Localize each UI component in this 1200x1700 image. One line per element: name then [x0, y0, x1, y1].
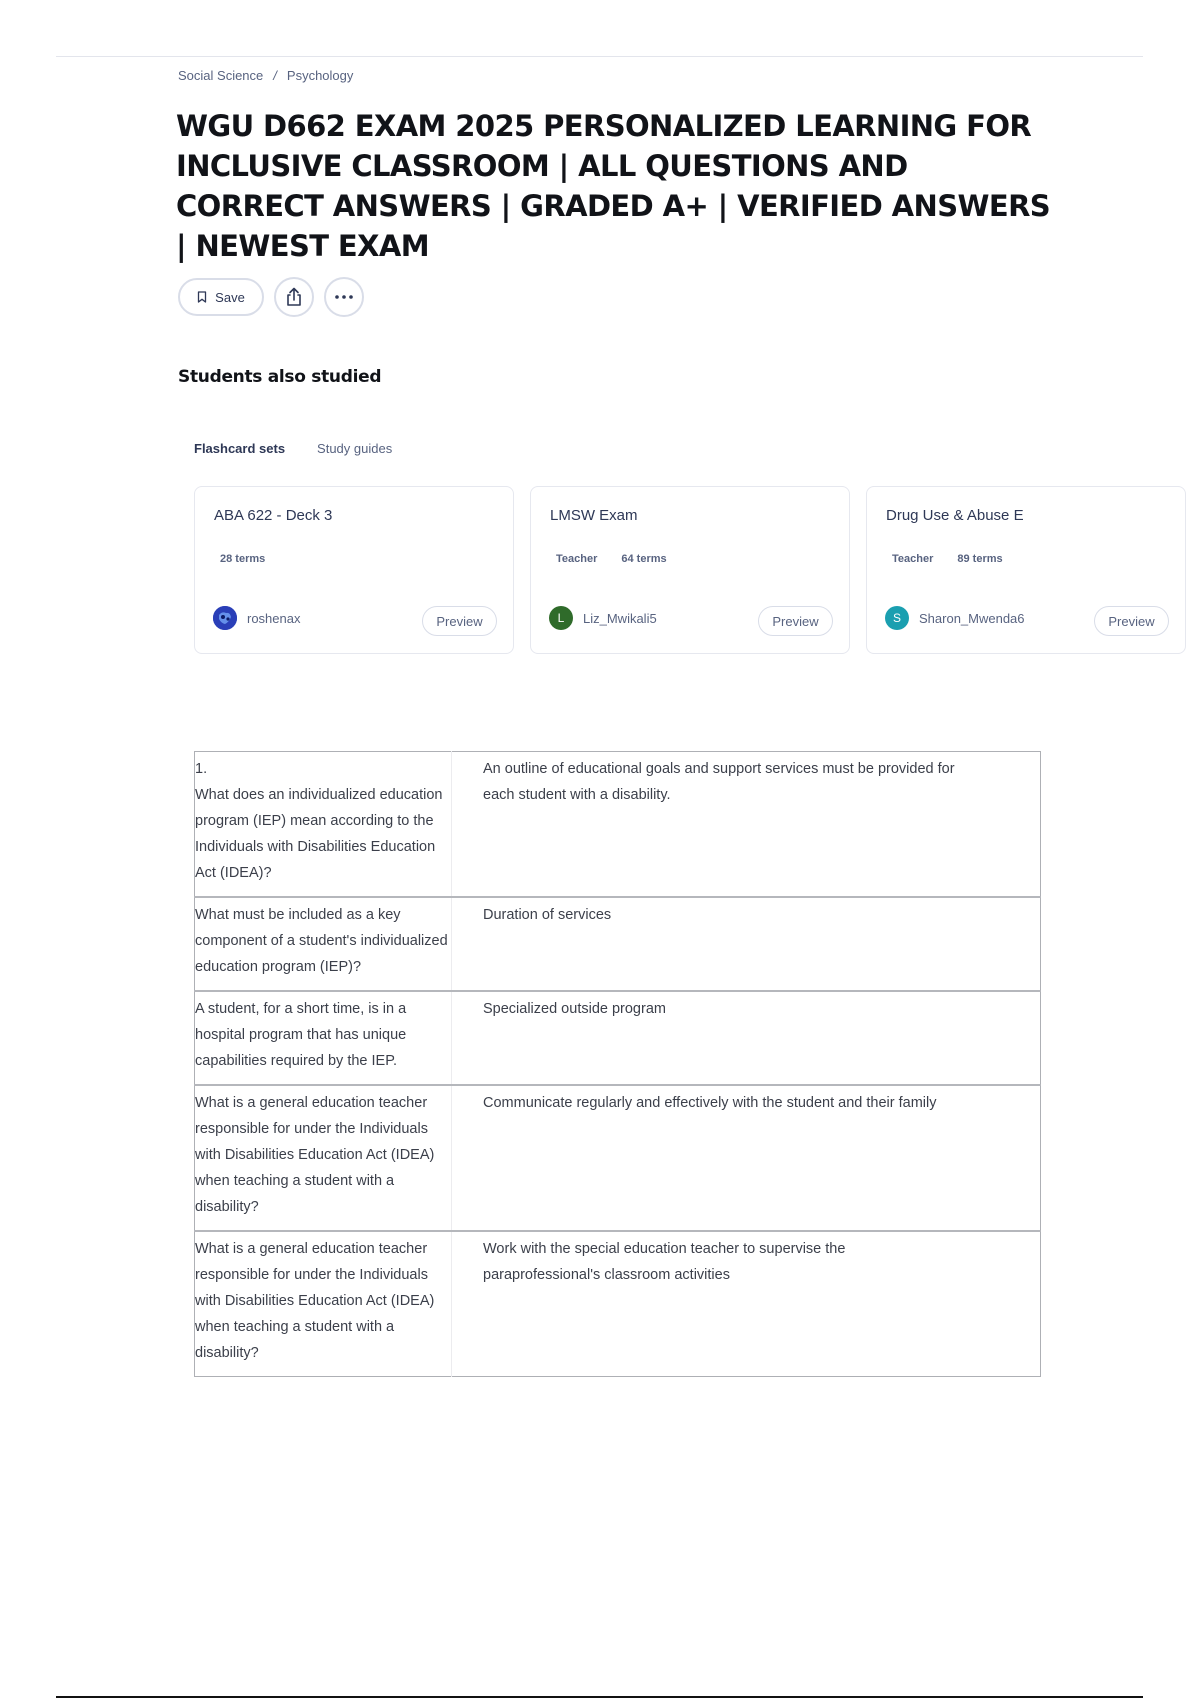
share-icon	[285, 287, 303, 307]
card-meta	[220, 553, 265, 565]
card-terms: 64 terms	[621, 553, 667, 565]
answer-cell: Duration of services	[483, 907, 612, 923]
top-divider	[56, 56, 1143, 57]
answer-cell: Work with the special education teacher to supervise the paraprofessional's classroom activities	[483, 1241, 846, 1283]
author-name[interactable]: roshenax	[247, 610, 301, 626]
card-title: LMSW Exam	[550, 507, 638, 524]
bookmark-icon	[197, 291, 207, 303]
table-row	[195, 1231, 1041, 1377]
study-set-card[interactable]	[866, 486, 1186, 654]
avatar: L	[549, 606, 573, 630]
card-terms: 89 terms	[957, 553, 1003, 565]
card-author	[885, 606, 1025, 630]
study-set-card[interactable]	[194, 486, 514, 654]
save-label: Save	[215, 289, 245, 305]
breadcrumb-separator: /	[273, 68, 277, 83]
tab-study-guides[interactable]: Study guides	[317, 441, 393, 456]
answer-cell: An outline of educational goals and support services must be provided for each student with a disability.	[483, 761, 955, 803]
share-button[interactable]	[274, 277, 314, 317]
card-role: Teacher	[892, 553, 934, 565]
table-row	[195, 991, 1041, 1085]
card-terms: 28 terms	[220, 553, 266, 565]
study-tabs	[194, 441, 392, 456]
card-meta	[556, 553, 667, 565]
question-cell: 1. What does an individualized education program (IEP) mean according to the Individuals with Disabilities Education Act (IDEA)?	[195, 752, 452, 898]
card-author	[213, 606, 300, 630]
more-options-button[interactable]	[324, 277, 364, 317]
question-cell: What is a general education teacher responsible for under the Individuals with Disabilities Education Act (IDEA) when teaching a student with a disability?	[195, 1085, 452, 1231]
breadcrumb	[178, 68, 353, 83]
cards-carousel	[194, 486, 1155, 656]
avatar: S	[885, 606, 909, 630]
card-role: Teacher	[556, 553, 598, 565]
breadcrumb-psychology[interactable]: Psychology	[286, 68, 354, 83]
tab-flashcard-sets[interactable]: Flashcard sets	[194, 441, 286, 456]
bottom-divider	[56, 1696, 1143, 1698]
action-bar	[178, 277, 364, 317]
card-title: Drug Use & Abuse E	[886, 507, 1024, 524]
students-also-studied-heading: Students also studied	[178, 367, 382, 387]
card-author	[549, 606, 657, 630]
card-meta	[892, 553, 1003, 565]
breadcrumb-social-science[interactable]: Social Science	[178, 68, 264, 83]
qa-table	[194, 751, 1041, 1377]
save-button[interactable]	[178, 278, 264, 316]
study-set-card[interactable]	[530, 486, 850, 654]
table-row	[195, 897, 1041, 991]
question-cell: What must be included as a key component of a student's individualized education program (IEP)?	[195, 897, 452, 991]
more-horizontal-icon	[334, 294, 354, 300]
preview-button[interactable]: Preview	[758, 606, 833, 636]
preview-button[interactable]: Preview	[1094, 606, 1169, 636]
question-cell: A student, for a short time, is in a hospital program that has unique capabilities required by the IEP.	[195, 991, 452, 1085]
question-cell: What is a general education teacher responsible for under the Individuals with Disabilities Education Act (IDEA) when teaching a student with a disability?	[195, 1231, 452, 1377]
answer-cell: Specialized outside program	[483, 1001, 666, 1017]
page-title: WGU D662 EXAM 2025 PERSONALIZED LEARNING FOR INCLUSIVE CLASSROOM | ALL QUESTIONS AND CORRECT ANSWERS | GRADED A+ | VERIFIED ANSWERS | NEWEST EXAM	[176, 109, 1051, 263]
table-row	[195, 752, 1041, 898]
table-row	[195, 1085, 1041, 1231]
answer-cell: Communicate regularly and effectively with the student and their family	[483, 1095, 937, 1111]
avatar	[213, 606, 237, 630]
preview-button[interactable]: Preview	[422, 606, 497, 636]
author-name[interactable]: Liz_Mwikali5	[583, 610, 657, 626]
card-title: ABA 622 - Deck 3	[214, 507, 333, 524]
author-name[interactable]: Sharon_Mwenda6	[919, 610, 1025, 626]
